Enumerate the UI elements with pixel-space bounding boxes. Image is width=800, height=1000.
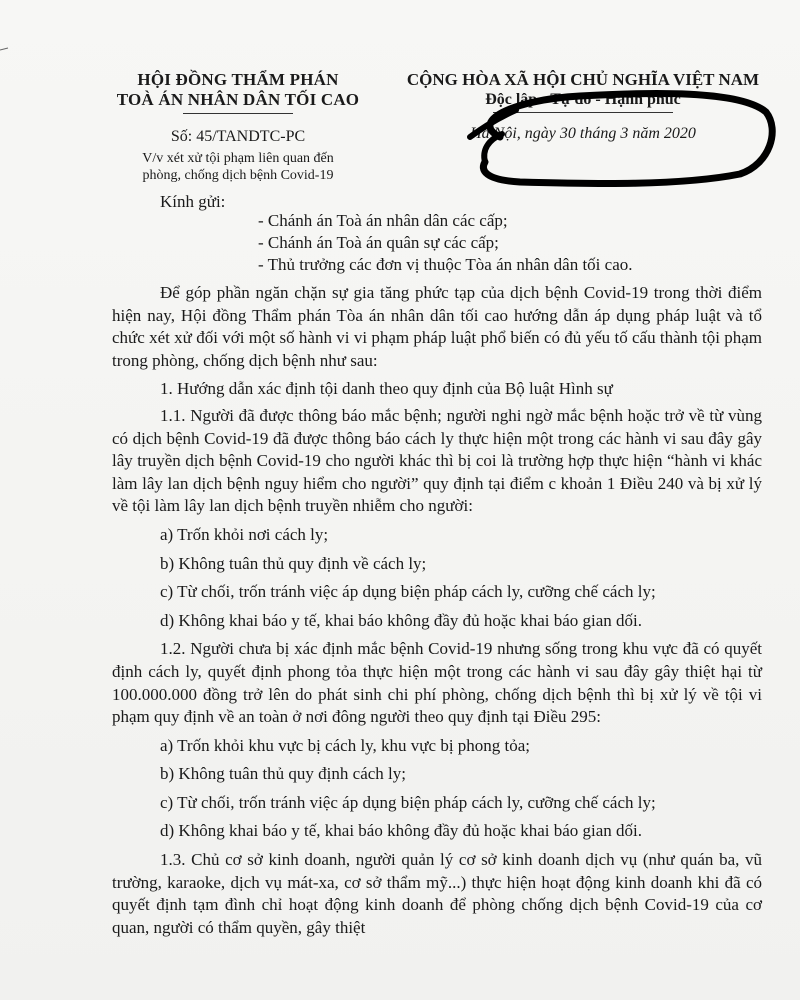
clause-1-1-item-b: b) Không tuân thủ quy định về cách ly;	[160, 553, 427, 573]
national-header	[383, 70, 783, 143]
document-subject	[88, 150, 388, 184]
document-number: Số: 45/TANDTC-PC	[170, 128, 306, 145]
clause-1-2-item-d: d) Không khai báo y tế, khai báo không đầy đủ hoặc khai báo gian dối.	[160, 821, 643, 841]
clause-1-1-item-a: a) Trốn khỏi nơi cách ly;	[160, 524, 329, 544]
subject-line-1: V/v xét xử tội phạm liên quan đến	[142, 151, 334, 166]
motto-underline	[493, 112, 673, 113]
clause-1-2: 1.2. Người chưa bị xác định mắc bệnh Covid-19 nhưng sống trong khu vực đã có quyết định cách ly, quyết định phong tỏa thực hiện một trong các hành vi sau đây gây thiệt hại từ 100.000.000 đồng trở lên do phát sinh chi phí phòng, chống dịch bệnh thì bị xử lý về tội vi phạm quy định về an toàn ở nơi đông người theo quy định tại Điều 295:	[112, 639, 762, 727]
document-body	[112, 282, 762, 939]
recipient-item: - Chánh án Toà án quân sự các cấp;	[258, 233, 499, 252]
clause-1-2-item-a: a) Trốn khỏi khu vực bị cách ly, khu vực bị phong tỏa;	[160, 735, 531, 755]
subject-line-2: phòng, chống dịch bệnh Covid-19	[142, 168, 334, 183]
recipient-item: - Thủ trưởng các đơn vị thuộc Tòa án nhân dân tối cao.	[258, 255, 633, 274]
issuer-org-line2: TOÀ ÁN NHÂN DÂN TỐI CAO	[116, 90, 360, 109]
clause-1-2-item-c: c) Từ chối, trốn tránh việc áp dụng biện pháp cách ly, cưỡng chế cách ly;	[160, 792, 656, 812]
intro-paragraph: Để góp phần ngăn chặn sự gia tăng phức tạp của dịch bệnh Covid-19 trong thời điểm hiện nay, Hội đồng Thẩm phán Tòa án nhân dân tối cao hướng dẫn áp dụng pháp luật và tổ chức xét xử đối với một số hành vi vi phạm pháp luật phổ biến có đủ yếu tố cấu thành tội phạm trong phòng, chống dịch bệnh như sau:	[112, 283, 762, 370]
clause-1-1: 1.1. Người đã được thông báo mắc bệnh; người nghi ngờ mắc bệnh hoặc trở về từ vùng có dịch bệnh Covid-19 đã được thông báo cách ly thực hiện một trong các hành vi sau đây gây lây truyền dịch bệnh Covid-19 cho người khác thì bị coi là trường hợp thực hiện “hành vi khác làm lây lan dịch bệnh nguy hiểm cho người” quy định tại điểm c khoản 1 Điều 240 và bị xử lý về tội làm lây lan dịch bệnh truyền nhiễm cho người:	[112, 405, 762, 516]
section-1-heading: 1. Hướng dẫn xác định tội danh theo quy định của Bộ luật Hình sự	[160, 379, 613, 399]
clause-1-2-item-b: b) Không tuân thủ quy định cách ly;	[160, 764, 406, 784]
document-date: Hà Nội, ngày 30 tháng 3 năm 2020	[470, 125, 696, 142]
issuer-org-line1: HỘI ĐỒNG THẨM PHÁN	[137, 70, 339, 89]
recipient-list	[258, 210, 633, 276]
republic-title: CỘNG HÒA XÃ HỘI CHỦ NGHĨA VIỆT NAM	[406, 70, 760, 89]
issuer-underline	[183, 113, 293, 114]
clause-1-1-item-d: d) Không khai báo y tế, khai báo không đầy đủ hoặc khai báo gian dối.	[160, 610, 643, 630]
salutation: Kính gửi:	[160, 192, 226, 211]
national-motto: Độc lập - Tự do - Hạnh phúc	[485, 91, 681, 108]
clause-1-3: 1.3. Chủ cơ sở kinh doanh, người quản lý cơ sở kinh doanh dịch vụ (như quán ba, vũ trường, karaoke, dịch vụ mát-xa, cơ sở thẩm mỹ...) thực hiện hoạt động kinh doanh khi đã có quyết định tạm đình chỉ hoạt động kinh doanh để phòng chống dịch bệnh Covid-19 của cơ quan, người có thẩm quyền, gây thiệt	[112, 850, 762, 937]
issuer-header	[88, 70, 388, 184]
corner-mark-icon	[0, 45, 10, 55]
clause-1-1-item-c: c) Từ chối, trốn tránh việc áp dụng biện pháp cách ly, cưỡng chế cách ly;	[160, 582, 656, 602]
recipient-item: - Chánh án Toà án nhân dân các cấp;	[258, 211, 508, 230]
